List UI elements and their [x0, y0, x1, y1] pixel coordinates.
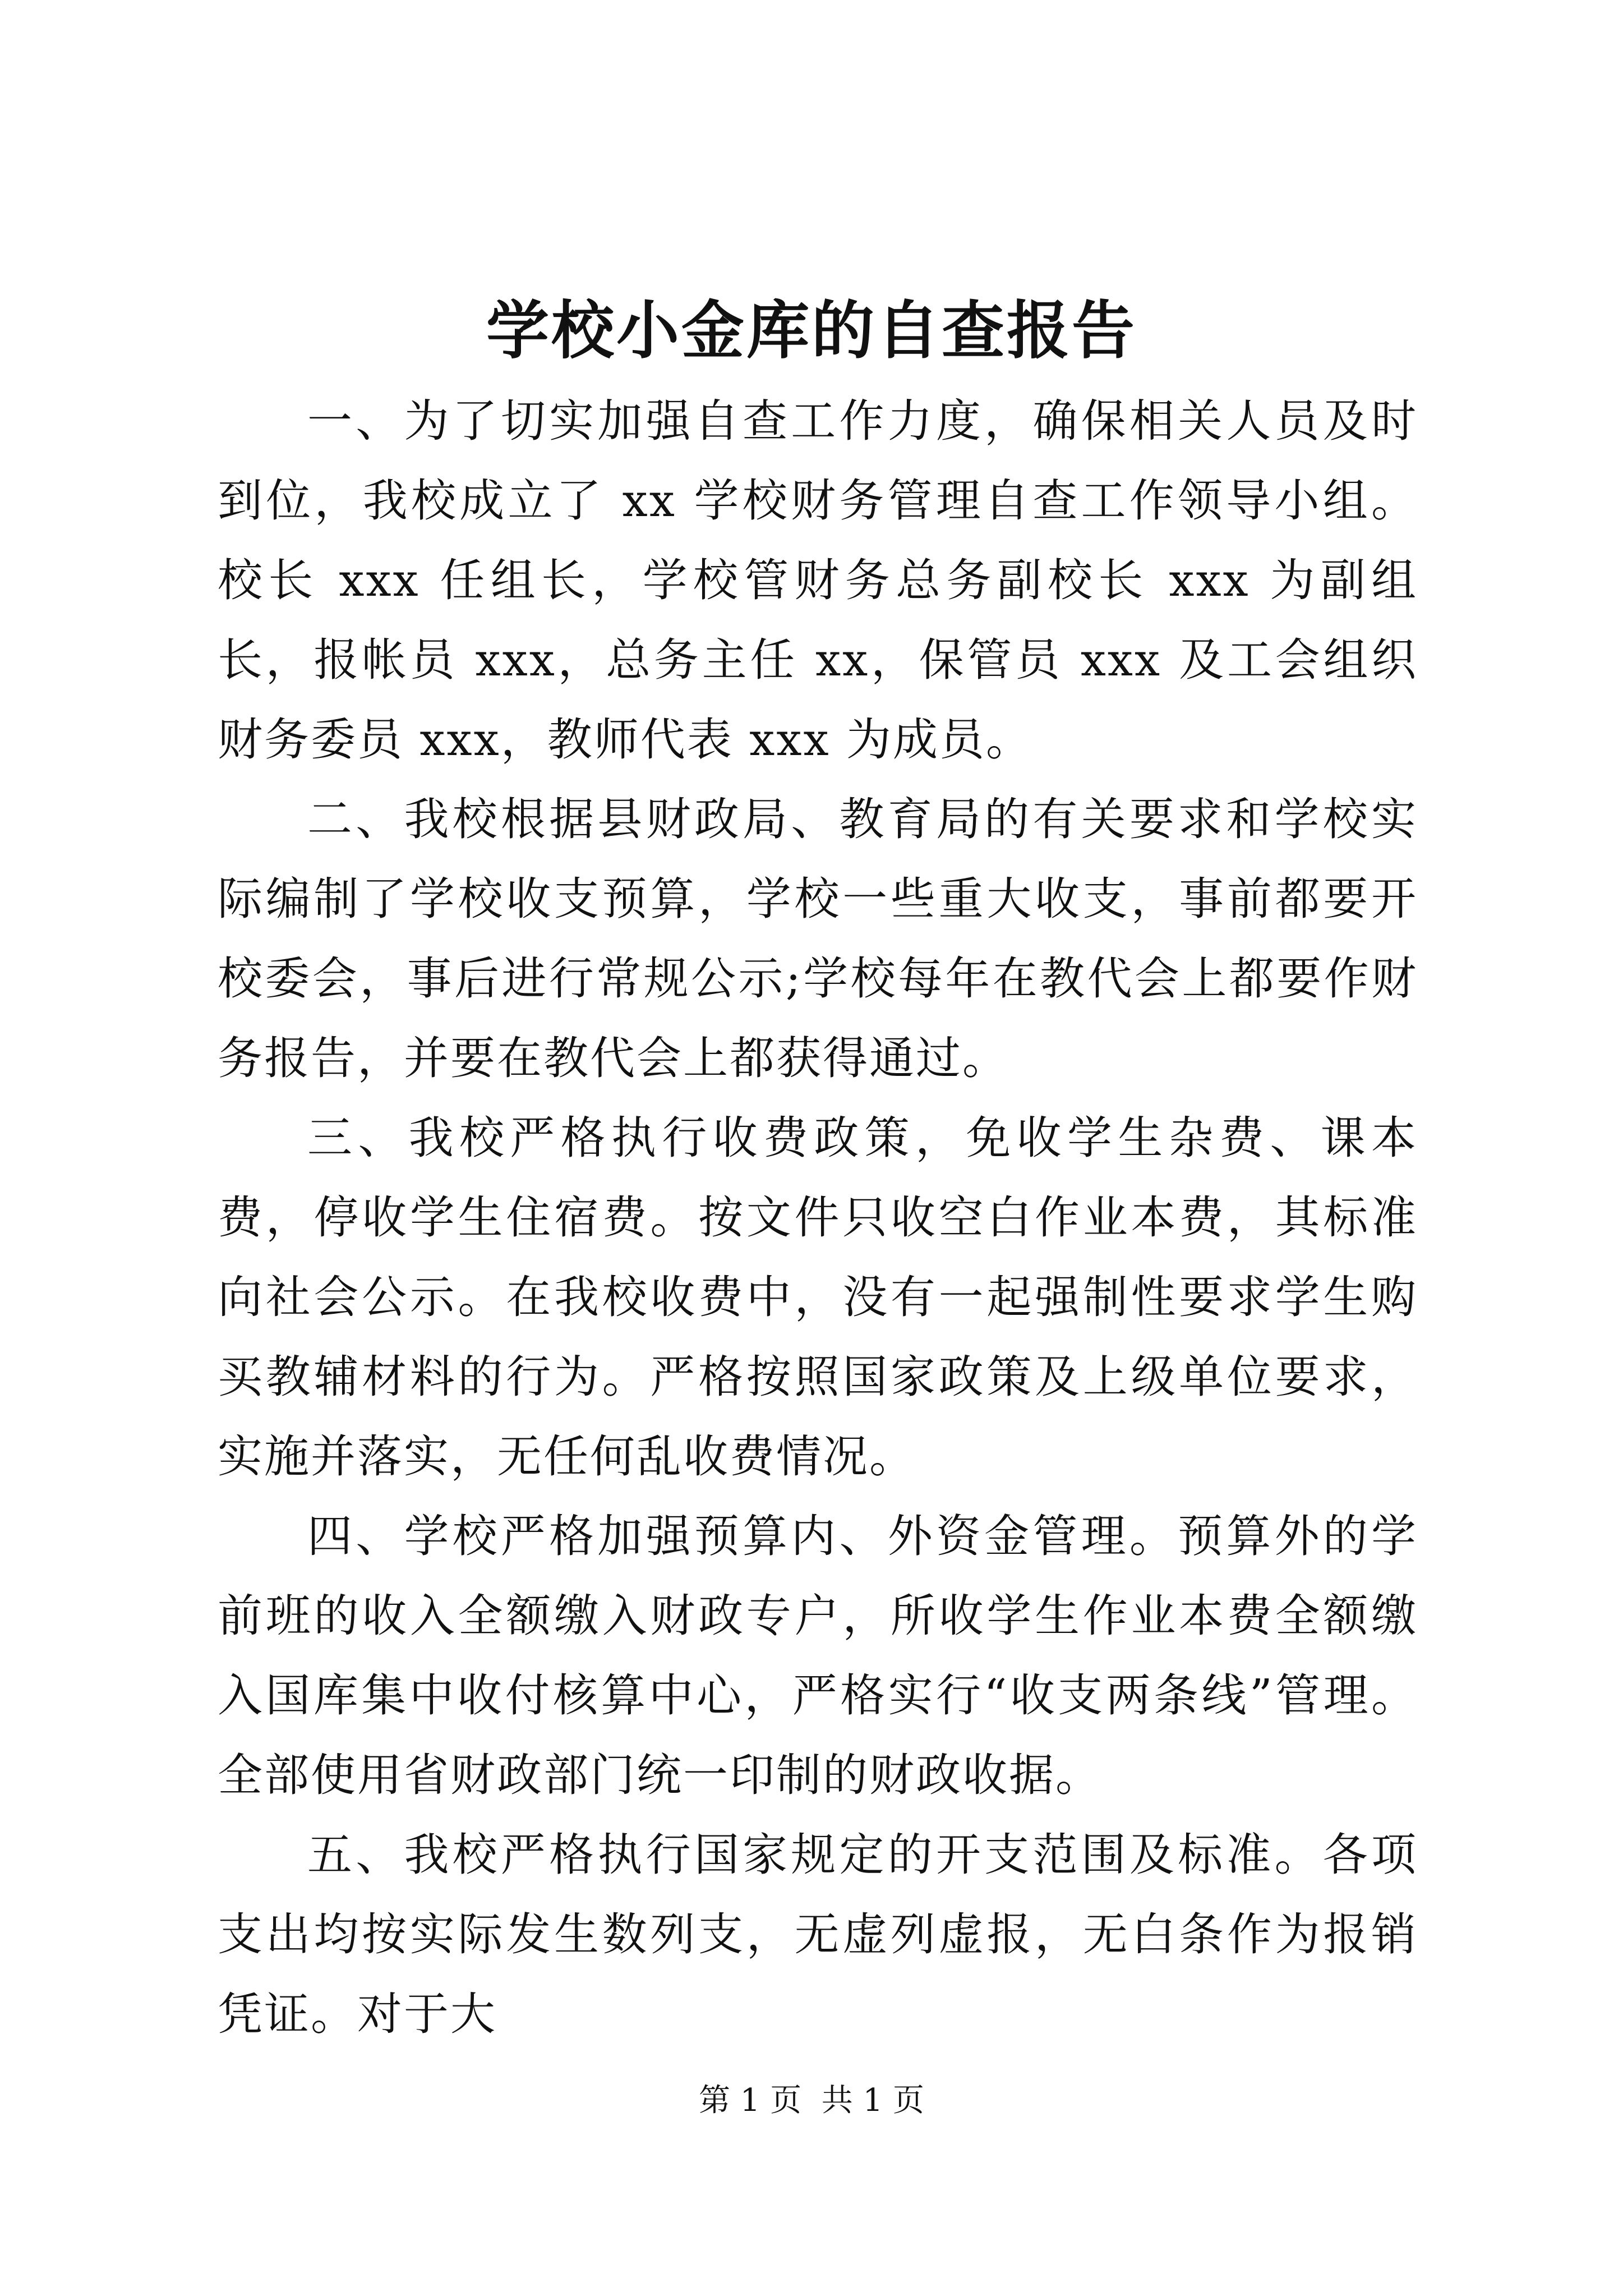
- paragraph-4: 四、学校严格加强预算内、外资金管理。预算外的学前班的收入全额缴入财政专户，所收学生作业本费全额缴入国库集中收付核算中心，严格实行“收支两条线”管理。全部使用省财政部门统一印制的财政收据。: [218, 1510, 1418, 1801]
- document-title: 学校小金库的自查报告: [486, 294, 1137, 367]
- page-footer: [0, 2078, 1623, 2123]
- page-number: 第 1 页 共 1 页: [698, 2082, 925, 2119]
- paragraph-3: 三、我校严格执行收费政策，免收学生杂费、课本费，停收学生住宿费。按文件只收空白作业本费，其标准向社会公示。在我校收费中，没有一起强制性要求学生购买教辅材料的行为。严格按照国家政策及上级单位要求，实施并落实，无任何乱收费情况。: [218, 1112, 1418, 1483]
- document-body: [218, 381, 1418, 2054]
- paragraph-1: 一、为了切实加强自查工作力度，确保相关人员及时到位，我校成立了 xx 学校财务管理自查工作领导小组。校长 xxx 任组长，学校管财务总务副校长 xxx 为副组长，报帐员 xxx，总务主任 xx，保管员 xxx 及工会组织财务委员 xxx，教师代表 xxx 为成员。: [218, 395, 1418, 766]
- paragraph-5: 五、我校严格执行国家规定的开支范围及标准。各项支出均按实际发生数列支，无虚列虚报，无白条作为报销凭证。对于大: [218, 1829, 1418, 2040]
- paragraph-2: 二、我校根据县财政局、教育局的有关要求和学校实际编制了学校收支预算，学校一些重大收支，事前都要开校委会，事后进行常规公示;学校每年在教代会上都要作财务报告，并要在教代会上都获得通过。: [218, 793, 1418, 1084]
